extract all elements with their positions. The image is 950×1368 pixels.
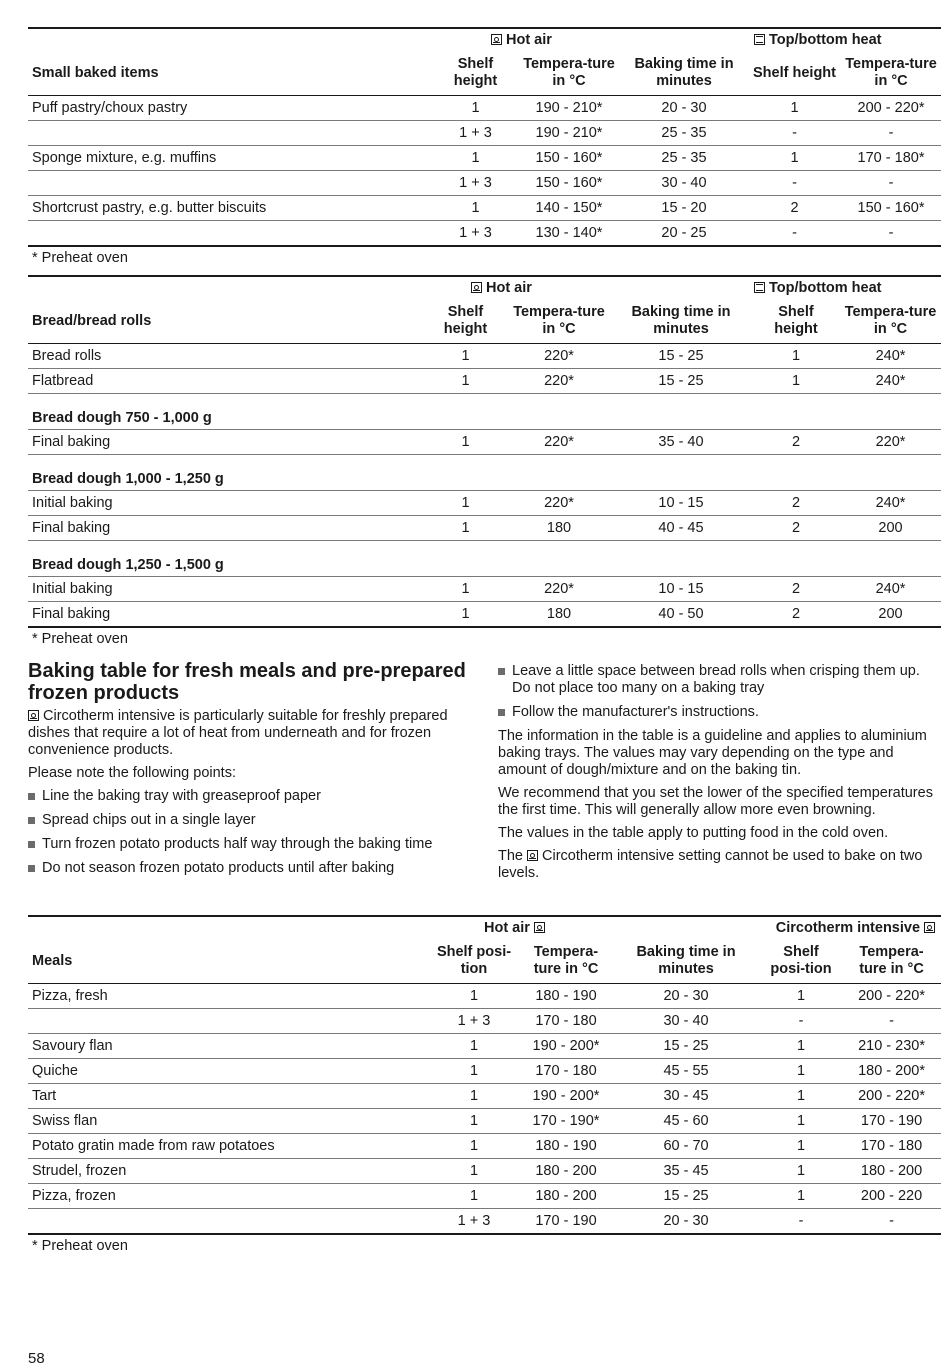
table-cell: 180 [546,520,572,536]
column-header: Tempera-ture in °C [844,304,937,337]
table-cell: 170 - 180* [857,150,925,166]
table-cell: 30 - 40 [661,175,707,191]
list-item: Line the baking tray with greaseproof paper [28,788,473,805]
table-cell: 1 [461,348,470,364]
bread-rolls-table [28,275,941,647]
table-cell: 1 [469,1088,479,1104]
hot-air-icon [471,282,482,293]
table-row [28,1134,941,1159]
table-row [28,984,941,1009]
row-label: Final baking [32,434,111,450]
preheat-note: * Preheat oven [32,1238,128,1254]
table-cell: 220* [544,495,574,511]
table-cell: 130 - 140* [535,225,603,241]
table-cell: 1 [469,988,479,1004]
table-cell: - [889,1013,894,1029]
row-label: Tart [32,1088,57,1104]
table-cell: 180 - 200* [858,1063,925,1079]
subgroup-row [28,455,941,491]
column-header: Tempera-ture in °C [845,56,937,89]
table-cell: 1 [471,200,480,216]
column-header: Shelf height [443,304,488,337]
table-cell: 200 - 220* [858,1088,925,1104]
table-cell: 240* [875,581,906,597]
table-row [28,1209,941,1235]
table-cell: 1 [461,520,470,536]
table-row [28,1184,941,1209]
row-label: Initial baking [32,495,113,511]
table-cell: 1 [790,150,799,166]
list-item: Leave a little space between bread rolls when crisping them up. Do not place too many on a baking tray [498,663,940,697]
table-cell: 1 [471,150,480,166]
column-header-item: Meals [32,952,73,969]
table-cell: 1 [469,1188,479,1204]
subgroup-row [28,394,941,430]
table-cell: 10 - 15 [658,495,704,511]
table-cell: 1 [461,495,470,511]
column-header-item: Small baked items [32,64,159,81]
table-cell: 15 - 25 [658,348,704,364]
row-label: Quiche [32,1063,78,1079]
list-item: Follow the manufacturer's instructions. [498,704,940,721]
row-label: Swiss flan [32,1113,98,1129]
table-cell: 1 [469,1038,479,1054]
table-cell: 1 [461,373,470,389]
guideline-paragraph: The information in the table is a guideline and applies to aluminium baking trays. The values may vary depending on the type and amount of dough/mixture and on the baking tin. [498,728,927,778]
table-cell: 180 - 200 [860,1163,923,1179]
tips-list [28,788,473,877]
circotherm-intensive-icon [28,710,39,721]
table-cell: 20 - 25 [661,225,707,241]
table-row [28,146,941,171]
table-cell: 60 - 70 [663,1138,709,1154]
table-cell: 15 - 25 [663,1188,709,1204]
column-header: Shelf height [774,304,818,337]
table-cell: - [792,175,797,191]
column-header: Baking time in minutes [634,56,734,89]
table-cell: 35 - 40 [658,434,704,450]
table-cell: 1 [796,1163,806,1179]
table-cell: - [888,225,894,241]
table-cell: 1 [469,1163,479,1179]
section-heading: Baking table for fresh meals and pre-prepared frozen products [28,660,466,704]
table-row [28,577,941,602]
table-cell: 1 [796,1138,806,1154]
table-cell: 35 - 45 [663,1163,709,1179]
table-cell: 200 [878,520,903,536]
table-cell: 1 [796,1113,806,1129]
table-cell: 1 [796,988,806,1004]
table-cell: 170 - 190 [535,1213,597,1229]
table-cell: 240* [875,373,906,389]
row-label [28,221,433,247]
table-cell: 190 - 200* [532,1038,600,1054]
table-cell: 30 - 45 [663,1088,709,1104]
table-cell: 2 [791,606,801,622]
top-bottom-heat-group-header: Top/bottom heat [752,276,941,299]
row-label: Potato gratin made from raw potatoes [32,1138,275,1154]
table-cell: 1 [791,348,801,364]
table-cell: 180 - 190 [535,988,597,1004]
table-cell: 1 [796,1063,806,1079]
table-cell: 150 - 160* [857,200,925,216]
table-cell: 2 [791,434,801,450]
table-row [28,221,941,247]
table-cell: 190 - 200* [532,1088,600,1104]
hot-air-group-header: Hot air [428,916,760,939]
top-bottom-heat-icon [754,34,765,45]
meals-table [28,915,941,1254]
preheat-note: * Preheat oven [32,250,128,266]
list-item: Turn frozen potato products half way through the baking time [28,836,473,853]
table-cell: 200 - 220* [858,988,925,1004]
column-header: Shelf posi-tion [436,944,512,977]
table-cell: 180 - 190 [535,1138,597,1154]
table-cell: 45 - 60 [663,1113,709,1129]
table-cell: - [889,1213,894,1229]
table-cell: 15 - 25 [663,1038,709,1054]
page-number: 58 [28,1350,45,1367]
table-cell: - [798,1013,804,1029]
table-cell: 1 [461,606,470,622]
subgroup-row [28,541,941,577]
row-label: Sponge mixture, e.g. muffins [32,150,217,166]
left-text-column [28,660,473,884]
table-cell: 2 [791,520,801,536]
table-row [28,1109,941,1134]
table-cell: 1 [791,373,801,389]
row-label: Pizza, fresh [32,988,108,1004]
column-header: Tempera-ture in °C [513,304,605,337]
small-baked-items-table [28,27,941,266]
table-cell: 220* [544,434,574,450]
column-header: Baking time in minutes [631,304,731,337]
row-label: Pizza, frozen [32,1188,116,1204]
row-label: Flatbread [32,373,94,389]
top-bottom-heat-icon [754,282,765,293]
table-cell: 240* [875,348,906,364]
row-label [28,1009,428,1034]
top-bottom-heat-group-header: Top/bottom heat [748,28,941,51]
table-cell: 10 - 15 [658,581,704,597]
table-cell: 1 + 3 [457,1213,491,1229]
table-cell: 20 - 30 [661,100,707,116]
table-cell: 1 [796,1188,806,1204]
row-label: Initial baking [32,581,113,597]
row-label [28,1209,428,1235]
column-header: Tempera-ture in °C [859,944,924,977]
table-cell: 220* [544,373,574,389]
table-cell: 170 - 190 [860,1113,923,1129]
hot-air-icon [534,922,545,933]
table-cell: 1 [796,1088,806,1104]
table-cell: 1 + 3 [457,1013,491,1029]
row-label: Final baking [32,520,111,536]
column-header: Shelf height [453,56,498,89]
table-cell: 220* [544,348,574,364]
table-cell: - [792,225,797,241]
table-row [28,430,941,455]
table-cell: 2 [791,581,801,597]
intro-paragraph: Circotherm intensive is particularly suitable for freshly prepared dishes that require a lot of heat from underneath and for frozen convenience products. [28,708,448,758]
table-row [28,516,941,541]
table-row [28,602,941,628]
row-label: Savoury flan [32,1038,113,1054]
table-cell: - [888,125,894,141]
table-header-row [28,299,941,344]
table-cell: 40 - 45 [658,520,704,536]
table-cell: 200 [878,606,903,622]
table-row [28,369,941,394]
table-row [28,1034,941,1059]
table-row [28,491,941,516]
table-row [28,196,941,221]
row-label: Puff pastry/choux pastry [32,100,188,116]
table-cell: 200 - 220* [857,100,925,116]
cold-oven-paragraph: The values in the table apply to putting food in the cold oven. [498,825,889,841]
table-cell: 200 - 220 [860,1188,923,1204]
table-cell: 15 - 25 [658,373,704,389]
table-cell: 25 - 35 [661,150,707,166]
table-row [28,344,941,369]
table-cell: 40 - 50 [658,606,704,622]
table-cell: 1 + 3 [459,175,492,191]
table-cell: 1 [461,581,470,597]
table-cell: 170 - 190* [532,1113,600,1129]
tips-list-continued [498,663,940,721]
table-cell: 150 - 160* [535,150,603,166]
table-cell: 25 - 35 [661,125,707,141]
table-cell: 190 - 210* [535,100,603,116]
table-cell: 1 [469,1138,479,1154]
table-cell: 180 [546,606,572,622]
table-cell: 240* [875,495,906,511]
right-text-column [498,663,940,888]
column-header: Baking time in minutes [636,944,736,977]
table-cell: 1 [790,100,799,116]
recommend-paragraph: We recommend that you set the lower of the specified temperatures the first time. This will generally allow more even browning. [498,785,933,818]
table-cell: 170 - 180 [860,1138,923,1154]
table-cell: 220* [875,434,906,450]
table-cell: 20 - 30 [663,1213,709,1229]
column-header: Shelf height [753,64,836,81]
circotherm-intensive-group-header: Circotherm intensive [760,916,941,939]
table-cell: 2 [791,495,801,511]
table-row [28,96,941,121]
row-label [28,121,433,146]
table-cell: 150 - 160* [535,175,603,191]
table-cell: 180 - 200 [535,1163,597,1179]
column-header: Tempera-ture in °C [523,56,615,89]
table-cell: 210 - 230* [858,1038,925,1054]
table-cell: 30 - 40 [663,1013,709,1029]
table-cell: 180 - 200 [535,1188,597,1204]
table-cell: 1 [469,1113,479,1129]
hot-air-icon [491,34,502,45]
row-label: Final baking [32,606,111,622]
table-cell: 2 [790,200,799,216]
table-row [28,1084,941,1109]
table-row [28,1159,941,1184]
table-cell: 45 - 55 [663,1063,709,1079]
column-header: Tempera-ture in °C [533,944,599,977]
table-cell: 170 - 180 [535,1063,597,1079]
circotherm-intensive-icon [924,922,935,933]
row-label: Bread rolls [32,348,102,364]
subgroup-heading: Bread dough 750 - 1,000 g [32,410,212,426]
row-label: Strudel, frozen [32,1163,127,1179]
table-cell: 140 - 150* [535,200,603,216]
table-cell: 1 [796,1038,806,1054]
table-cell: - [798,1213,804,1229]
table-cell: 15 - 20 [661,200,707,216]
subgroup-heading: Bread dough 1,250 - 1,500 g [32,557,224,573]
table-cell: 170 - 180 [535,1013,597,1029]
column-header: Shelf posi-tion [770,944,832,977]
table-cell: 1 [469,1063,479,1079]
table-header-row [28,939,941,984]
table-cell: 190 - 210* [535,125,603,141]
hot-air-group-header: Hot air [433,28,748,51]
table-row [28,171,941,196]
list-item: Do not season frozen potato products until after baking [28,860,473,877]
table-cell: 1 [471,100,480,116]
table-cell: 1 + 3 [459,225,492,241]
preheat-note: * Preheat oven [32,631,128,647]
table-cell: 1 [461,434,470,450]
subgroup-heading: Bread dough 1,000 - 1,250 g [32,471,224,487]
table-cell: - [888,175,894,191]
table-cell: 20 - 30 [663,988,709,1004]
row-label [28,171,433,196]
row-label: Shortcrust pastry, e.g. butter biscuits [32,200,267,216]
table-row [28,1009,941,1034]
hot-air-group-header: Hot air [423,276,752,299]
two-levels-paragraph: The Circotherm intensive setting cannot be used to bake on two levels. [498,848,923,881]
table-header-row [28,51,941,96]
note-lead: Please note the following points: [28,765,236,781]
table-row [28,1059,941,1084]
table-cell: - [792,125,797,141]
column-header-item: Bread/bread rolls [32,312,152,329]
table-row [28,121,941,146]
circotherm-intensive-icon [527,850,538,861]
table-cell: 1 + 3 [459,125,492,141]
list-item: Spread chips out in a single layer [28,812,473,829]
table-cell: 220* [544,581,574,597]
